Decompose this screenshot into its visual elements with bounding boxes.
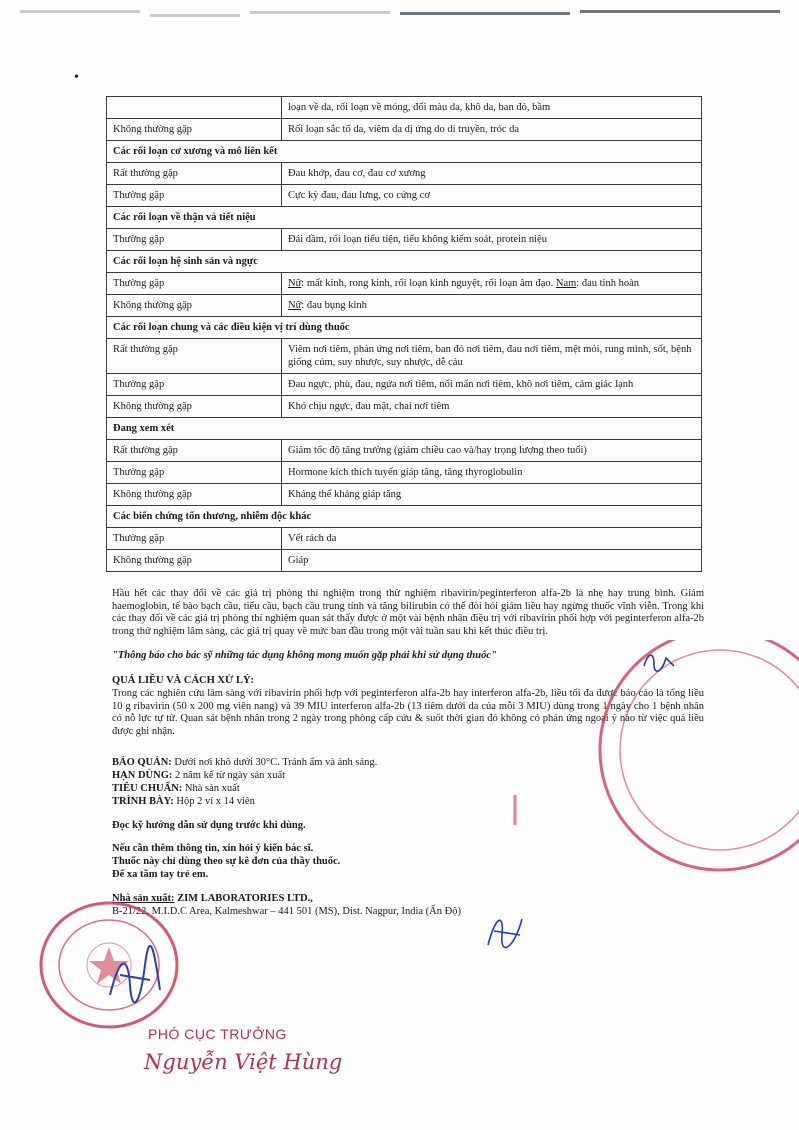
section-title: Các rối loạn cơ xương và mô liên kết [107,141,702,163]
frequency-cell: Thường gặp [107,229,282,251]
effect-cell: Cực kỳ đau, đau lưng, co cứng cơ [282,185,702,207]
initials-scribble [640,648,680,678]
frequency-cell: Rất thường gặp [107,163,282,185]
frequency-cell: Không thường gặp [107,295,282,317]
effect-cell: Kháng thể kháng giáp tăng [282,484,702,506]
table-row [107,440,702,462]
overdose-heading: QUÁ LIỀU VÀ CÁCH XỬ LÝ: [112,675,255,686]
expiry-text: 2 năm kể từ ngày sản xuất [172,770,286,781]
manufacturer-name: ZIM LABORATORIES LTD., [174,893,313,904]
effect-cell [282,273,702,295]
effect-cell: Đái dầm, rối loạn tiểu tiện, tiểu không kiểm soát, protein niệu [282,229,702,251]
presentation-text: Hộp 2 vỉ x 14 viên [173,796,255,807]
female-text: : mất kinh, rong kinh, rối loạn kinh nguyệt, rối loạn âm đạo. [301,278,556,289]
table-row [107,339,702,374]
effect-cell: Rối loạn sắc tố da, viêm da dị ứng do di truyền, tróc da [282,119,702,141]
section-title: Các rối loạn hệ sinh sản và ngực [107,251,702,273]
table-section-row [107,207,702,229]
frequency-cell: Rất thường gặp [107,440,282,462]
section-title: Các rối loạn về thận và tiết niệu [107,207,702,229]
presentation-label: TRÌNH BÀY: [112,796,174,807]
table-row [107,163,702,185]
partial-stamp-right [490,640,799,900]
table-row [107,295,702,317]
frequency-cell: Không thường gặp [107,550,282,572]
effect-cell: Đau khớp, đau cơ, đau cơ xương [282,163,702,185]
table-section-row [107,141,702,163]
storage-text: Dưới nơi khô dưới 30°C. Tránh ẩm và ánh sáng. [171,757,378,768]
frequency-cell [107,97,282,119]
table-row [107,119,702,141]
table-row [107,462,702,484]
frequency-cell: Không thường gặp [107,484,282,506]
warning-2: Thuốc này chỉ dùng theo sự kê đơn của thầy thuốc. [112,856,341,867]
female-label: Nữ [288,300,302,311]
female-text: : đau bụng kinh [301,300,367,311]
female-label: Nữ [288,278,302,289]
table-row [107,550,702,572]
section-title: Các rối loạn chung và các điều kiện vị trí dùng thuốc [107,317,702,339]
effect-cell: Viêm nơi tiêm, phản ứng nơi tiêm, ban đỏ nơi tiêm, đau nơi tiêm, mệt mỏi, rung mình, sốt, bệnh giống cúm, suy nhược, suy nhược, dễ cáu [282,339,702,374]
table-row [107,374,702,396]
frequency-cell: Thường gặp [107,185,282,207]
lab-note: Hầu hết các thay đổi về các giá trị phòng thí nghiệm trong thử nghiệm ribavirin/peginterferon alfa-2b là nhẹ hay trung bình. Giảm haemoglobin, tế bào bạch cầu, tiểu cầu, bạch cầu trung tính và tăng bilirubin có thể đòi hỏi giảm liều hay ngừng thuốc vĩnh viễn. Trong khi các thay đổi về các giá trị phòng thí nghiệm quan sát thấy được ở một vài bệnh nhân điều trị với ribavirin phối hợp với peginterferon alfa-2b trong thử nghiệm lâm sàng, các giá trị quay về mức ban đầu trong một vài tuần sau khi kết thúc điều trị. [112,588,704,637]
effect-cell [282,295,702,317]
side-effects-table [106,96,702,572]
section-title: Đang xem xét [107,418,702,440]
frequency-cell: Rất thường gặp [107,339,282,374]
expiry-label: HẠN DÙNG: [112,770,173,781]
table-row [107,528,702,550]
signatory-role: PHÓ CỤC TRƯỞNG [148,1026,287,1042]
effect-cell: Hormone kích thích tuyến giáp tăng, tăng thyroglobulin [282,462,702,484]
table-row [107,484,702,506]
table-row [107,97,702,119]
signature-scribble [100,935,170,1015]
frequency-cell: Không thường gặp [107,396,282,418]
table-row [107,273,702,295]
manufacturer-signature [480,905,530,955]
overdose-text: Trong các nghiên cứu lâm sàng với ribavirin phối hợp với peginterferon alfa-2b hay interferon alfa-2b, liều tối đa được báo cáo là tổng liều 10 g ribavirin (50 x 200 mg viên nang) và 39 MIU interferon alfa-2b (13 tiêm dưới da của mỗi 3 MIU) dùng trong 1 ngày cho 1 bệnh nhân có nỗ lực tự tử. Quan sát bệnh nhân trong 2 ngày trong phòng cấp cứu & suốt thời gian đó không có phản ứng ngoại ý nào từ việc quá liều được ghi nhận. [112,688,704,737]
effect-cell: Khó chịu ngực, đau mặt, chai nơi tiêm [282,396,702,418]
manufacturer-address: B-21/22, M.I.D.C Area, Kalmeshwar – 441 501 (MS), Dist. Nagpur, India (Ấn Độ) [112,906,461,917]
table-section-row [107,506,702,528]
frequency-cell: Thường gặp [107,528,282,550]
table-row [107,185,702,207]
standard-label: TIÊU CHUẨN: [112,783,183,794]
effect-cell: loạn về da, rối loạn về móng, đổi màu da, khô da, ban đỏ, bầm [282,97,702,119]
storage-label: BẢO QUẢN: [112,757,172,768]
frequency-cell: Không thường gặp [107,119,282,141]
standard-text: Nhà sản xuất [182,783,240,794]
frequency-cell: Thường gặp [107,273,282,295]
frequency-cell: Thường gặp [107,462,282,484]
warning-1: Nếu cần thêm thông tin, xin hỏi ý kiến bác sĩ. [112,843,314,854]
male-label: Nam [555,278,577,289]
male-text: : đau tinh hoàn [576,278,639,289]
effect-cell: Đau ngực, phù, đau, ngứa nơi tiêm, nổi mẩn nơi tiêm, khô nơi tiêm, cảm giác lạnh [282,374,702,396]
frequency-cell: Thường gặp [107,374,282,396]
read-instructions: Đọc kỹ hướng dẫn sử dụng trước khi dùng. [112,820,306,831]
effect-cell: Giáp [282,550,702,572]
table-row [107,229,702,251]
manufacturer-label: Nhà sản xuất: [112,893,175,904]
effect-cell: Giảm tốc độ tăng trưởng (giảm chiều cao và/hay trọng lượng theo tuổi) [282,440,702,462]
scan-top-streak [0,0,799,26]
notice: "Thông báo cho bác sỹ những tác dụng không mong muốn gặp phải khi sử dụng thuốc" [112,650,497,661]
table-section-row [107,418,702,440]
table-section-row [107,317,702,339]
scan-mark: • [74,70,79,85]
effect-cell: Vết rách da [282,528,702,550]
table-row [107,396,702,418]
section-title: Các biến chứng tổn thương, nhiễm độc khác [107,506,702,528]
signatory-name: Nguyễn Việt Hùng [144,1050,343,1074]
table-section-row [107,251,702,273]
warning-3: Để xa tầm tay trẻ em. [112,869,209,880]
